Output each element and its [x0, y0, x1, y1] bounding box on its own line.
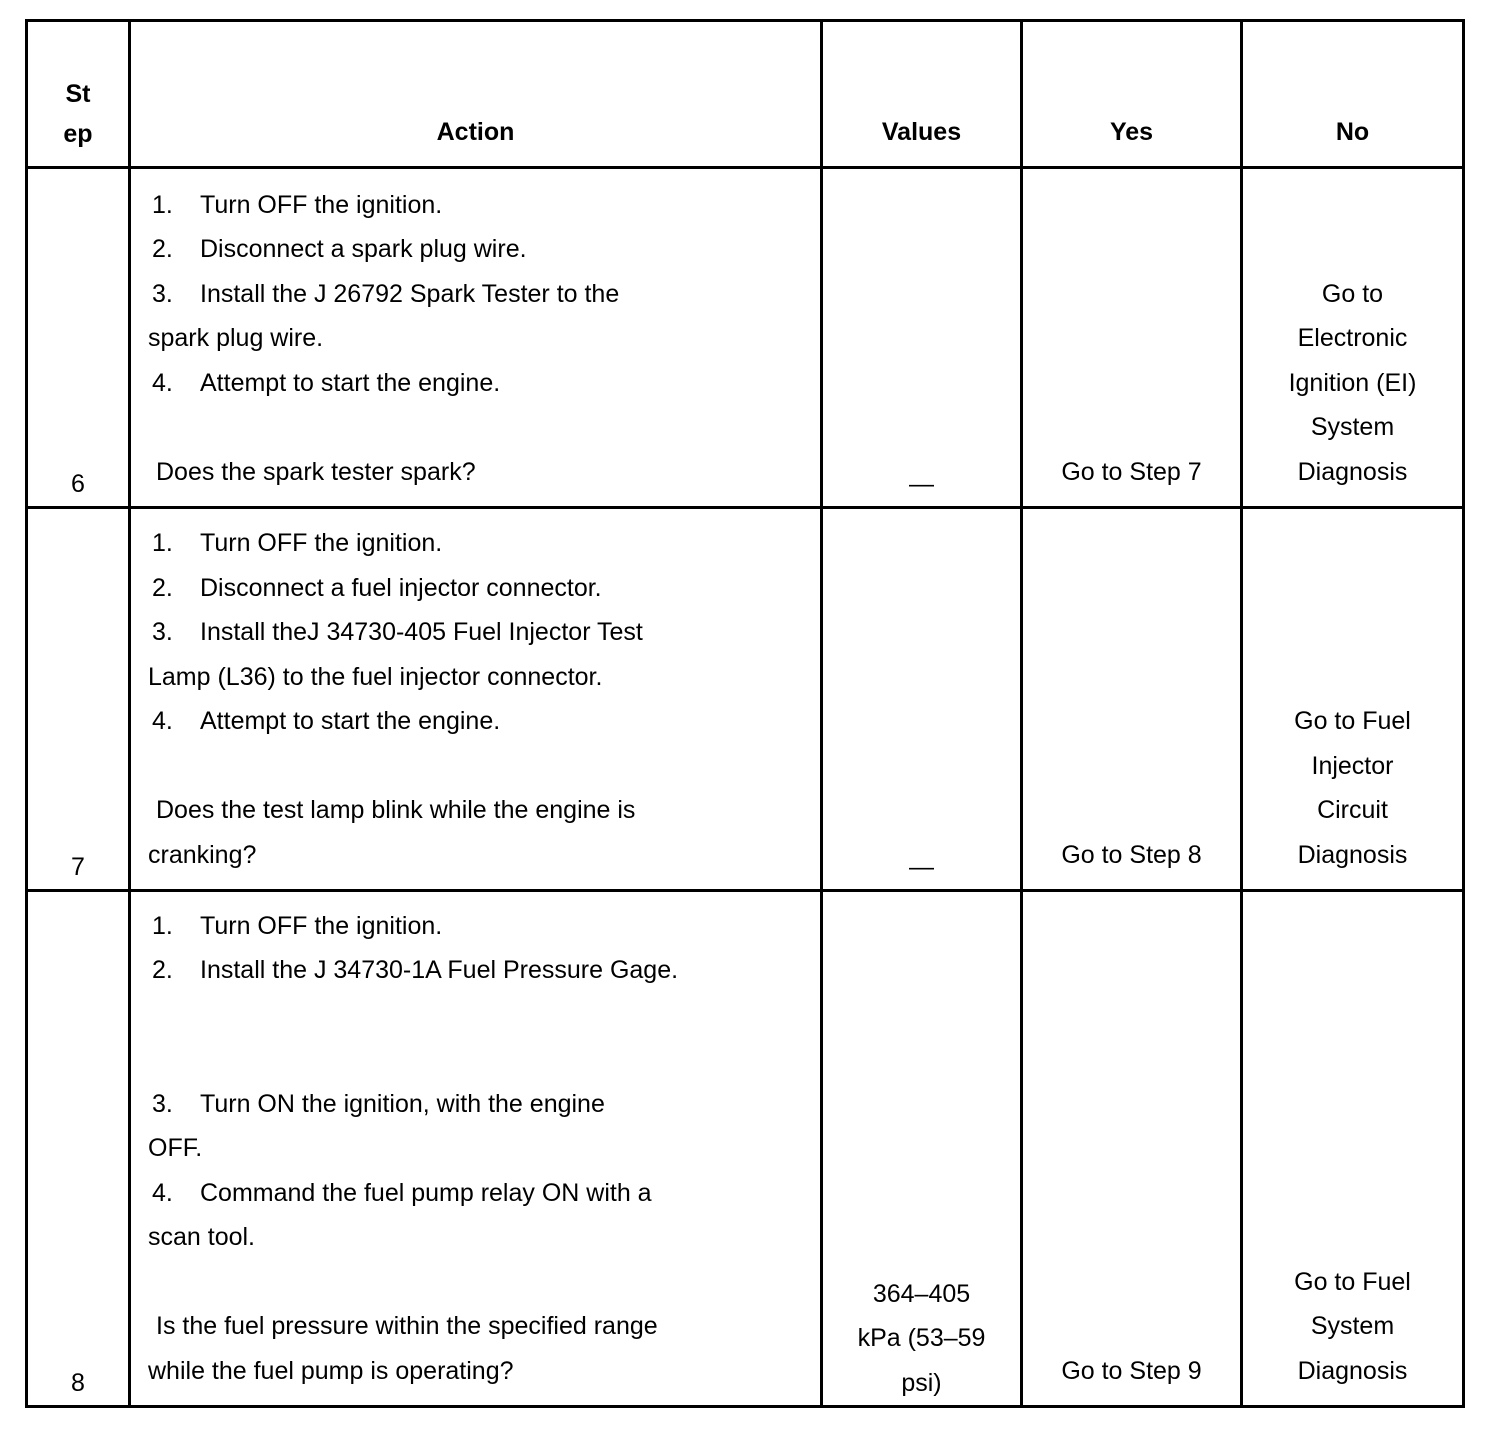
value-line: kPa (53–59 [857, 1324, 986, 1352]
action-item-continued: spark plug wire. [148, 324, 324, 352]
values-cell: — [822, 508, 1022, 891]
action-item: Install theJ 34730-405 Fuel Injector Test [200, 618, 643, 646]
action-item: Install the J 26792 Spark Tester to the [200, 279, 620, 308]
item-number: 3. [152, 618, 173, 646]
item-number: 1. [152, 190, 173, 219]
value-line: 364–405 [872, 1279, 971, 1308]
header-action: Action [130, 21, 822, 168]
no-line: System [1310, 413, 1395, 441]
action-cell [130, 508, 822, 891]
no-line: System [1310, 1312, 1395, 1340]
table-row [27, 508, 1464, 891]
action-item: Turn OFF the ignition. [200, 190, 443, 219]
action-question: Does the spark tester spark? [156, 457, 476, 486]
action-item: Attempt to start the engine. [200, 368, 501, 397]
action-item: Attempt to start the engine. [200, 707, 501, 735]
no-cell [1242, 508, 1464, 891]
action-question: Does the test lamp blink while the engine is [156, 796, 636, 824]
header-no: No [1242, 21, 1464, 168]
no-line: Diagnosis [1297, 840, 1408, 869]
action-question-continued: while the fuel pump is operating? [148, 1356, 514, 1385]
no-line: Go to Fuel [1294, 707, 1411, 735]
table-row [27, 891, 1464, 1407]
action-item-continued: scan tool. [148, 1223, 256, 1251]
item-number: 2. [152, 235, 173, 263]
action-cell [130, 891, 822, 1407]
item-number: 4. [152, 1178, 173, 1207]
step-number: 8 [27, 891, 130, 1407]
yes-cell: Go to Step 7 [1022, 168, 1242, 508]
no-line: Go to [1321, 279, 1384, 308]
item-number: 2. [152, 573, 173, 602]
values-cell [822, 891, 1022, 1407]
item-number: 1. [152, 911, 173, 940]
action-item: Disconnect a spark plug wire. [200, 235, 527, 263]
table-row [27, 168, 1464, 508]
item-number: 1. [152, 529, 173, 557]
action-item: Turn OFF the ignition. [200, 529, 443, 557]
yes-cell: Go to Step 8 [1022, 508, 1242, 891]
no-line: Injector [1311, 751, 1394, 780]
action-item: Install the J 34730-1A Fuel Pressure Gage. [200, 956, 679, 984]
action-cell [130, 168, 822, 508]
item-number: 2. [152, 956, 173, 984]
no-line: Circuit [1317, 796, 1388, 824]
action-item: Disconnect a fuel injector connector. [200, 573, 602, 602]
item-number: 4. [152, 368, 173, 397]
no-line: Ignition (EI) [1288, 368, 1417, 397]
step-number: 6 [27, 168, 130, 508]
header-step-line1: St [65, 80, 91, 108]
no-line: Electronic [1297, 324, 1408, 352]
no-line: Diagnosis [1297, 1356, 1408, 1385]
yes-cell: Go to Step 9 [1022, 891, 1242, 1407]
diagnostic-table [25, 19, 1465, 1408]
value-line: psi) [901, 1368, 942, 1397]
action-item: Turn OFF the ignition. [200, 911, 443, 940]
no-line: Go to Fuel [1294, 1267, 1411, 1296]
header-step [27, 21, 130, 168]
no-cell [1242, 891, 1464, 1407]
item-number: 3. [152, 279, 173, 308]
action-item: Turn ON the ignition, with the engine [200, 1089, 605, 1118]
header-row [27, 21, 1464, 168]
item-number: 3. [152, 1089, 173, 1118]
values-cell: — [822, 168, 1022, 508]
step-number: 7 [27, 508, 130, 891]
action-item-continued: OFF. [148, 1134, 203, 1162]
no-cell [1242, 168, 1464, 508]
action-question-continued: cranking? [148, 840, 257, 869]
no-line: Diagnosis [1297, 457, 1408, 486]
header-yes: Yes [1022, 21, 1242, 168]
header-values: Values [822, 21, 1022, 168]
item-number: 4. [152, 707, 173, 735]
action-question: Is the fuel pressure within the specified range [156, 1312, 658, 1340]
action-item-continued: Lamp (L36) to the fuel injector connector. [148, 662, 603, 691]
action-item: Command the fuel pump relay ON with a [200, 1178, 652, 1207]
header-step-line2: ep [63, 120, 93, 148]
